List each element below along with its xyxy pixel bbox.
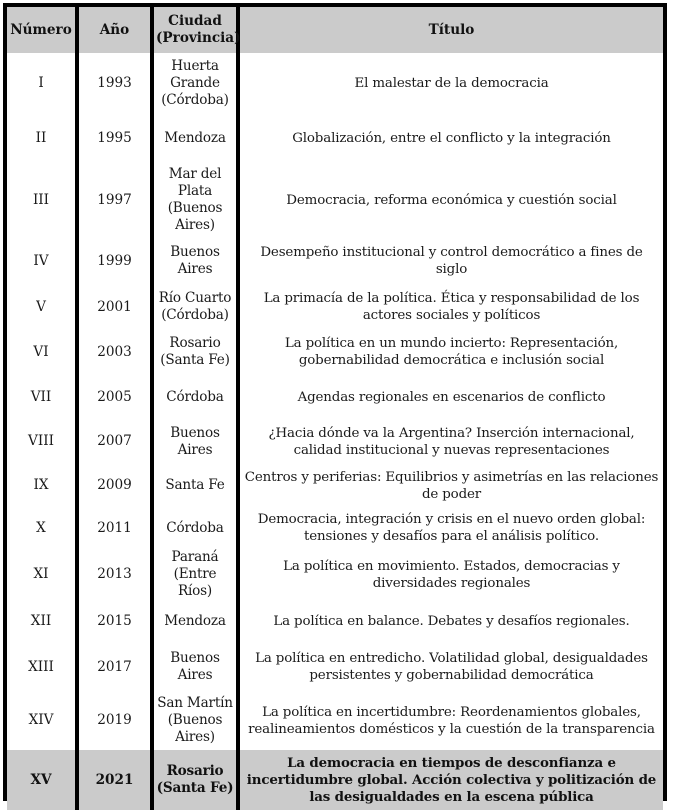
cell-anio: 1999 [77,237,152,285]
table-row [7,53,663,113]
cell-anio: 2003 [77,329,152,375]
congress-table-container [3,3,667,805]
cell-ciudad: Buenos Aires [152,419,238,464]
cell-anio: 1993 [77,53,152,113]
cell-titulo: El malestar de la democracia [238,53,663,113]
cell-titulo: Centros y periferias: Equilibrios y asimetrías en las relaciones de poder [238,464,663,507]
cell-titulo: Agendas regionales en escenarios de conflicto [238,375,663,419]
congress-table [7,7,663,810]
table-row [7,507,663,549]
cell-anio: 2011 [77,507,152,549]
cell-numero: XII [30,613,52,629]
cell-titulo: Desempeño institucional y control democrático a fines de siglo [238,237,663,285]
cell-ciudad: Paraná (Entre Ríos) [152,549,238,600]
table-row [7,419,663,464]
table-row [7,375,663,419]
table-row [7,237,663,285]
table-row [7,549,663,600]
table-row [7,600,663,643]
cell-ciudad: Buenos Aires [152,643,238,691]
cell-anio: 2015 [77,600,152,643]
cell-numero: II [35,129,47,146]
header-anio: Año [77,7,152,53]
cell-titulo: Democracia, reforma económica y cuestión social [238,163,663,237]
cell-ciudad: Córdoba [152,507,238,549]
cell-ciudad: Rosario (Santa Fe) [152,750,238,810]
cell-numero: IV [33,252,49,269]
cell-numero: VII [30,388,52,405]
table-row [7,643,663,691]
cell-anio: 2005 [77,375,152,419]
cell-anio: 2013 [77,549,152,600]
cell-numero: X [36,519,46,536]
cell-anio: 2017 [77,643,152,691]
cell-anio: 2007 [77,419,152,464]
table-row-highlighted [7,750,663,810]
table-header-row [7,7,663,53]
cell-titulo: Globalización, entre el conflicto y la integración [238,113,663,163]
cell-ciudad: Mendoza [152,600,238,643]
cell-anio: 2019 [77,691,152,750]
cell-anio: 2009 [77,464,152,507]
cell-numero: IX [33,477,49,493]
cell-numero: VIII [28,433,54,449]
table-row [7,329,663,375]
cell-numero: XV [7,750,77,810]
cell-ciudad: Santa Fe [152,464,238,507]
header-ciudad: Ciudad (Provincia) [152,7,238,53]
cell-anio: 2001 [77,285,152,329]
cell-anio: 1997 [77,163,152,237]
cell-titulo: Democracia, integración y crisis en el nuevo orden global: tensiones y desafíos para el análisis político. [238,507,663,549]
table-row [7,163,663,237]
cell-titulo: La política en un mundo incierto: Representación, gobernabilidad democrática e inclusión social [238,329,663,375]
cell-ciudad: Mar del Plata (Buenos Aires) [152,163,238,237]
header-numero: Número [7,7,77,53]
cell-anio: 2021 [77,750,152,810]
cell-anio: 1995 [77,113,152,163]
cell-ciudad: Córdoba [152,375,238,419]
cell-numero: VI [33,343,49,360]
cell-titulo: La política en movimiento. Estados, democracias y diversidades regionales [238,549,663,600]
header-titulo: Título [238,7,663,53]
cell-numero: V [36,298,46,315]
cell-titulo: La política en balance. Debates y desafíos regionales. [238,600,663,643]
cell-ciudad: Rosario (Santa Fe) [152,329,238,375]
cell-ciudad: San Martín (Buenos Aires) [152,691,238,750]
table-row [7,285,663,329]
cell-numero: XIII [28,658,54,675]
cell-titulo: La primacía de la política. Ética y responsabilidad de los actores sociales y políticos [238,285,663,329]
cell-numero: XIV [28,712,54,728]
cell-ciudad: Mendoza [152,113,238,163]
cell-numero: I [38,74,44,91]
table-row [7,691,663,750]
cell-titulo: La política en entredicho. Volatilidad global, desigualdades persistentes y gobernabilidad democrática [238,643,663,691]
table-row [7,464,663,507]
cell-titulo: La democracia en tiempos de desconfianza e incertidumbre global. Acción colectiva y politización de las desigualdades en la escena pública [238,750,663,810]
cell-numero: XI [33,566,49,582]
cell-ciudad: Buenos Aires [152,237,238,285]
cell-ciudad: Río Cuarto (Córdoba) [152,285,238,329]
table-row [7,113,663,163]
cell-titulo: ¿Hacia dónde va la Argentina? Inserción internacional, calidad institucional y nuevas representaciones [238,419,663,464]
cell-numero: III [32,191,50,208]
cell-ciudad: Huerta Grande (Córdoba) [152,53,238,113]
cell-titulo: La política en incertidumbre: Reordenamientos globales, realineamientos domésticos y la cuestión de la transparencia [238,691,663,750]
